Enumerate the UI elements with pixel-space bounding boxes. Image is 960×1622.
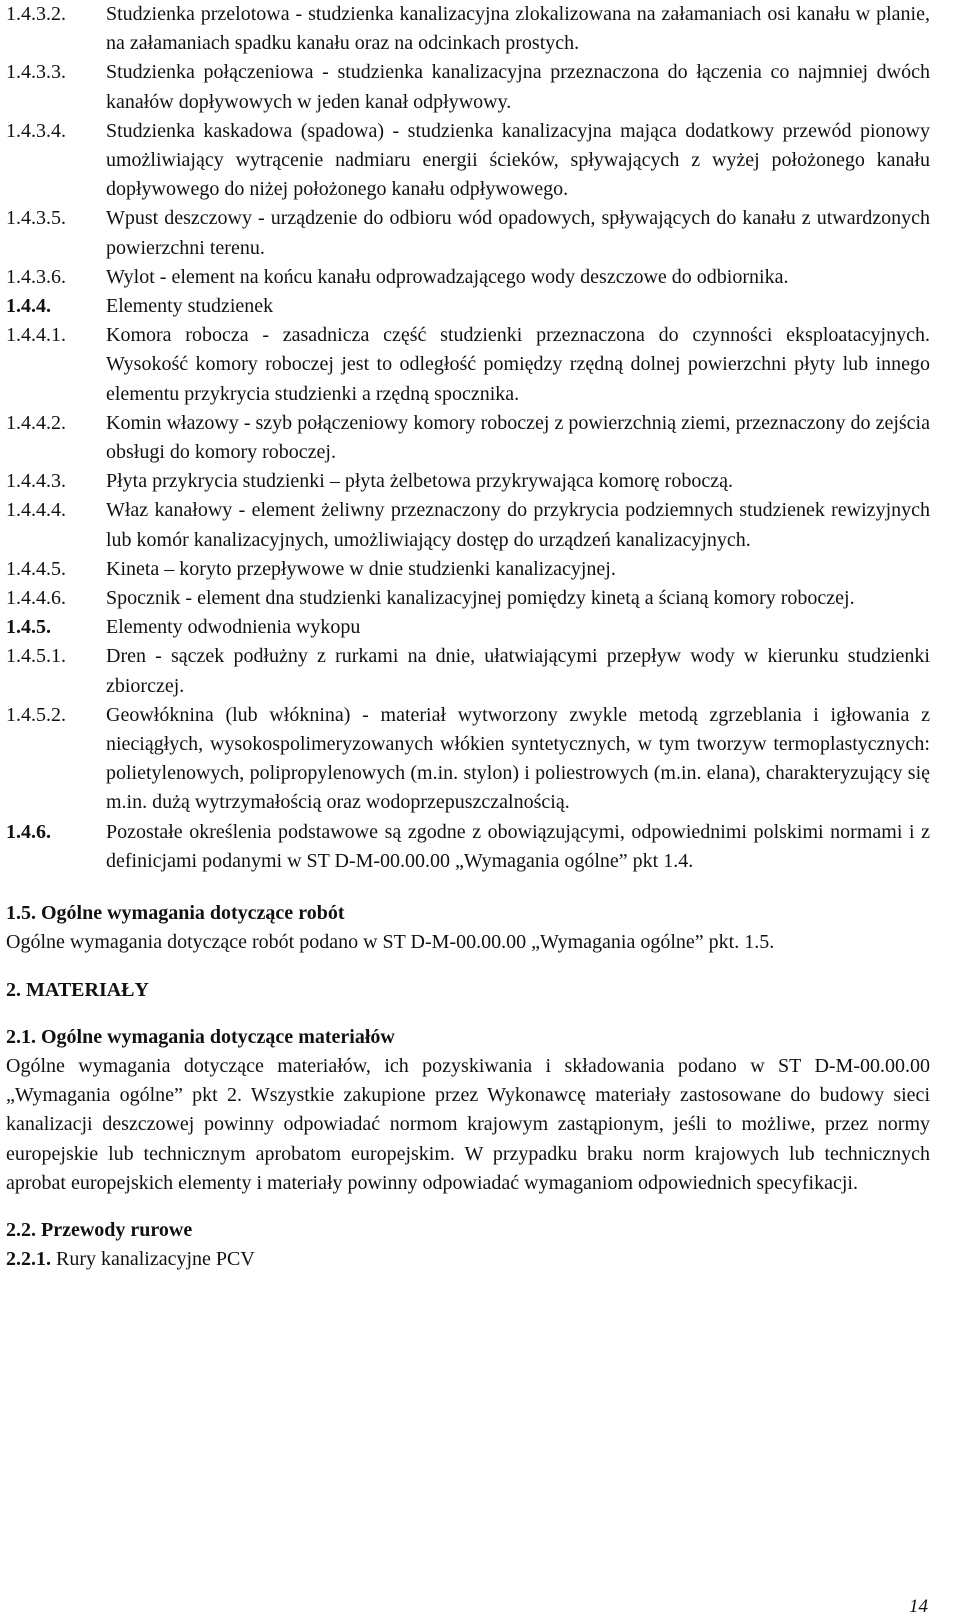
section-2-2-1-title: Rury kanalizacyjne PCV [51, 1248, 255, 1271]
definition-1-4-4-4 [6, 496, 930, 554]
subsection-number: 1.4.5. [6, 616, 51, 639]
section-2-1-heading: 2.1. Ogólne wymagania dotyczące materiałów [6, 1025, 395, 1048]
subsection-1-4-6 [6, 818, 930, 876]
definition-number: 1.4.4.3. [6, 470, 66, 493]
definition-text: Studzienka kaskadowa (spadowa) - studzienka kanalizacyjna mająca dodatkowy przewód pionowy umożliwiający wytrącenie nadmiaru energii ścieków, spływających z wyżej położonego kanału dopływowego do niżej położonego kanału odpływowego. [106, 119, 930, 201]
definition-text: Właz kanałowy - element żeliwny przeznaczony do przykrycia podziemnych studzienek rewizyjnych lub komór kanalizacyjnych, umożliwiający dostęp do urządzeń kanalizacyjnych. [106, 499, 930, 551]
section-2-2-1-heading [6, 1245, 930, 1274]
definition-1-4-4-5 [6, 555, 930, 584]
definition-text: Wpust deszczowy - urządzenie do odbioru wód opadowych, spływających do kanału z utwardzonych powierzchni terenu. [106, 207, 930, 259]
definition-number: 1.4.5.2. [6, 703, 66, 726]
definition-1-4-5-2 [6, 701, 930, 818]
definition-number: 1.4.5.1. [6, 645, 66, 668]
definition-text: Wylot - element na końcu kanału odprowadzającego wody deszczowe do odbiornika. [106, 265, 789, 288]
definition-1-4-3-4 [6, 117, 930, 205]
definition-number: 1.4.3.3. [6, 61, 66, 84]
definition-1-4-3-2 [6, 0, 930, 58]
page-number: 14 [909, 1596, 928, 1617]
definition-number: 1.4.3.4. [6, 119, 66, 142]
definition-text: Płyta przykrycia studzienki – płyta żelbetowa przykrywająca komorę roboczą. [106, 470, 733, 493]
definition-text: Dren - sączek podłużny z rurkami na dnie, ułatwiającymi przepływ wody w kierunku studzienki zbiorczej. [106, 645, 930, 697]
section-2-2-heading: 2.2. Przewody rurowe [6, 1218, 193, 1241]
definition-1-4-4-2 [6, 409, 930, 467]
definition-1-4-3-5 [6, 204, 930, 262]
definition-text: Spocznik - element dna studzienki kanalizacyjnej pomiędzy kinetą a ścianą komory roboczej. [106, 587, 855, 610]
section-2-2-1-number: 2.2.1. [6, 1248, 51, 1271]
definition-text: Kineta – koryto przepływowe w dnie studzienki kanalizacyjnej. [106, 557, 616, 580]
definition-text: Studzienka przelotowa - studzienka kanalizacyjna zlokalizowana na załamaniach osi kanału w planie, na załamaniach spadku kanału oraz na odcinkach prostych. [106, 3, 930, 55]
definition-1-4-5-1 [6, 642, 930, 700]
subsection-title: Elementy odwodnienia wykopu [106, 616, 361, 639]
definition-1-4-4-6 [6, 584, 930, 613]
subsection-number: 1.4.6. [6, 820, 51, 843]
definition-number: 1.4.4.2. [6, 411, 66, 434]
definition-text: Komin włazowy - szyb połączeniowy komory roboczej z powierzchnią ziemi, przeznaczony do zejścia obsługi do komory roboczej. [106, 411, 930, 464]
subsection-number: 1.4.4. [6, 295, 51, 318]
definition-1-4-4-1 [6, 321, 930, 409]
definition-1-4-3-3 [6, 58, 930, 116]
subsection-title: Elementy studzienek [106, 295, 274, 318]
section-1-5-body: Ogólne wymagania dotyczące robót podano w ST D-M-00.00.00 „Wymagania ogólne” pkt. 1.5. [6, 931, 775, 954]
document-page [6, 0, 930, 1274]
definition-number: 1.4.4.4. [6, 499, 66, 522]
section-2-heading: 2. MATERIAŁY [6, 978, 149, 1001]
subsection-1-4-5-heading [6, 613, 930, 642]
section-2-1-body: Ogólne wymagania dotyczące materiałów, ich pozyskiwania i składowania podano w ST D-M-00.00.00 „Wymagania ogólne” pkt 2. Wszystkie zakupione przez Wykonawcę materiały zastosowane do budowy sieci kanalizacji deszczowej powinny odpowiadać normom krajowym zastąpionym, jeśli to możliwe, przez normy europejskie lub technicznym aprobatom europejskim. W przypadku braku norm krajowych lub technicznych aprobat europejskich elementy i materiały powinny odpowiadać wymaganiom odpowiednich specyfikacji. [6, 1054, 930, 1194]
subsection-text: Pozostałe określenia podstawowe są zgodne z obowiązującymi, odpowiednimi polskimi normami i z definicjami podanymi w ST D-M-00.00.00 „Wymagania ogólne” pkt 1.4. [106, 820, 930, 872]
subsection-1-4-4-heading [6, 292, 930, 321]
definition-number: 1.4.4.5. [6, 557, 66, 580]
definition-number: 1.4.3.6. [6, 265, 66, 288]
definition-number: 1.4.3.5. [6, 207, 66, 230]
definition-number: 1.4.4.1. [6, 324, 66, 347]
definition-1-4-4-3 [6, 467, 930, 496]
definition-text: Studzienka połączeniowa - studzienka kanalizacyjna przeznaczona do łączenia co najmniej dwóch kanałów dopływowych w jeden kanał odpływowy. [106, 61, 930, 113]
definition-1-4-3-6 [6, 263, 930, 292]
definition-text: Komora robocza - zasadnicza część studzienki przeznaczona do czynności eksploatacyjnych. Wysokość komory roboczej jest to odległość pomiędzy rzędną dolnej powierzchni płyty lub innego elementu przykrycia studzienki a rzędną spocznika. [106, 324, 930, 405]
definition-number: 1.4.4.6. [6, 587, 66, 610]
definition-number: 1.4.3.2. [6, 3, 66, 25]
section-1-5-heading: 1.5. Ogólne wymagania dotyczące robót [6, 902, 345, 925]
definition-text: Geowłóknina (lub włóknina) - materiał wytworzony zwykle metodą zgrzeblania i igłowania z nieciągłych, wysokospolimeryzowanych włókien syntetycznych, w tym tworzyw termoplastycznych: polietylenowych, polipropylenowych (m.in. stylon) i poliestrowych (m.in. elana), charakteryzujący się m.in. dużą wytrzymałością oraz wodoprzepuszczalnością. [106, 703, 930, 814]
